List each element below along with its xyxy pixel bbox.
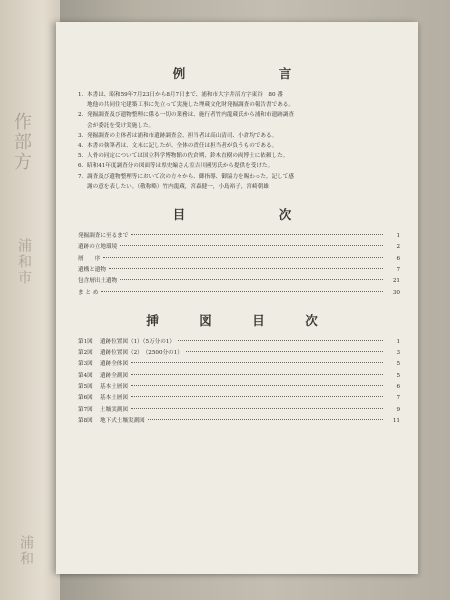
- leader-dots: [101, 291, 383, 292]
- leader-dots: [148, 419, 383, 420]
- figures-title: 挿 図 目 次: [146, 312, 332, 328]
- leader-dots: [120, 245, 383, 246]
- toc-entry: ま と め 30: [78, 289, 400, 296]
- underlying-page: [0, 0, 60, 600]
- note-item: 6. 昭和41年度調査分の図面等は県史編さん室吉川國男氏から提供を受けた。: [78, 163, 274, 170]
- table-of-contents: [78, 231, 400, 299]
- note-item: 2. 発掘調査及び遺物整理に係る一切の業務は、施行者竹内龍蔵氏から浦和市遺跡調査 会が委託を受け実施した。: [78, 112, 294, 129]
- ghost-text-2: 浦和市: [16, 238, 32, 286]
- toc-entry: 層 序 6: [78, 255, 400, 262]
- leader-dots: [120, 279, 383, 280]
- leader-dots: [103, 257, 383, 258]
- example-title: 例 言: [172, 66, 306, 81]
- toc-entry: 遺跡の立地環境 2: [78, 244, 400, 251]
- ghost-text-1: 作部方: [11, 112, 32, 172]
- toc-title: 目 次: [172, 207, 306, 223]
- ghost-text-3: 浦和: [18, 535, 34, 567]
- figure-entry: 第7図 土壙実測図 9: [78, 406, 400, 413]
- figure-entry: 第5図 基本土層図 6: [78, 384, 400, 390]
- figure-entry: 第2図 遺跡位置図（2） （2500分の1） 3: [78, 350, 400, 357]
- toc-entry: 発掘調査に至るまで 1: [78, 233, 400, 240]
- leader-dots: [131, 408, 383, 409]
- example-notes: [78, 90, 400, 192]
- note-item: 3. 発掘調査の主体者は浦和市遺跡調査会、担当者は高山清司、小倉均である。: [78, 132, 278, 139]
- toc-entry: 包含層出土遺物 21: [78, 278, 400, 285]
- leader-dots: [109, 268, 383, 269]
- document-page: [56, 22, 418, 574]
- figure-entry: 第3図 遺跡全体図 5: [78, 361, 400, 368]
- list-of-figures: [78, 337, 400, 427]
- leader-dots: [186, 351, 383, 352]
- page-content: [78, 64, 400, 427]
- leader-dots: [131, 374, 383, 375]
- leader-dots: [131, 362, 383, 363]
- note-item: 4. 本書の執筆者は、文末に記したが、全体の責任は担当者が負うものである。: [78, 143, 278, 150]
- toc-entry: 遺構と遺物 7: [78, 266, 400, 273]
- leader-dots: [131, 385, 383, 386]
- figure-entry: 第6図 基本土層図 7: [78, 395, 400, 402]
- note-item: 1. 本書は、昭和59年7月23日から8月7日まで、浦和市大字井沼方字東谷 80 番 地他の共同住宅建築工事に先立って実施した埋蔵文化財発掘調査の報告書である。: [78, 92, 294, 109]
- figure-entry: 第8図 地下式土壙実測図 11: [78, 417, 400, 424]
- leader-dots: [131, 396, 383, 397]
- note-item: 7. 調査及び遺物整理等において次の方々から、御指導、御協力を賜わった。記して感 謝の意を表したい。（敬称略）竹内龍蔵，宮森健一，小島裕子，宮崎朝雄: [78, 173, 294, 190]
- leader-dots: [178, 340, 383, 341]
- figure-entry: 第1図 遺跡位置図（1）（5万分の1） 1: [78, 338, 400, 345]
- note-item: 5. 人骨の同定については国立科学博物館の佐倉朔、鈴木直樹の両博士に依頼した。: [78, 153, 289, 160]
- figure-entry: 第4図 遺跡全測図 5: [78, 372, 400, 379]
- leader-dots: [131, 234, 383, 235]
